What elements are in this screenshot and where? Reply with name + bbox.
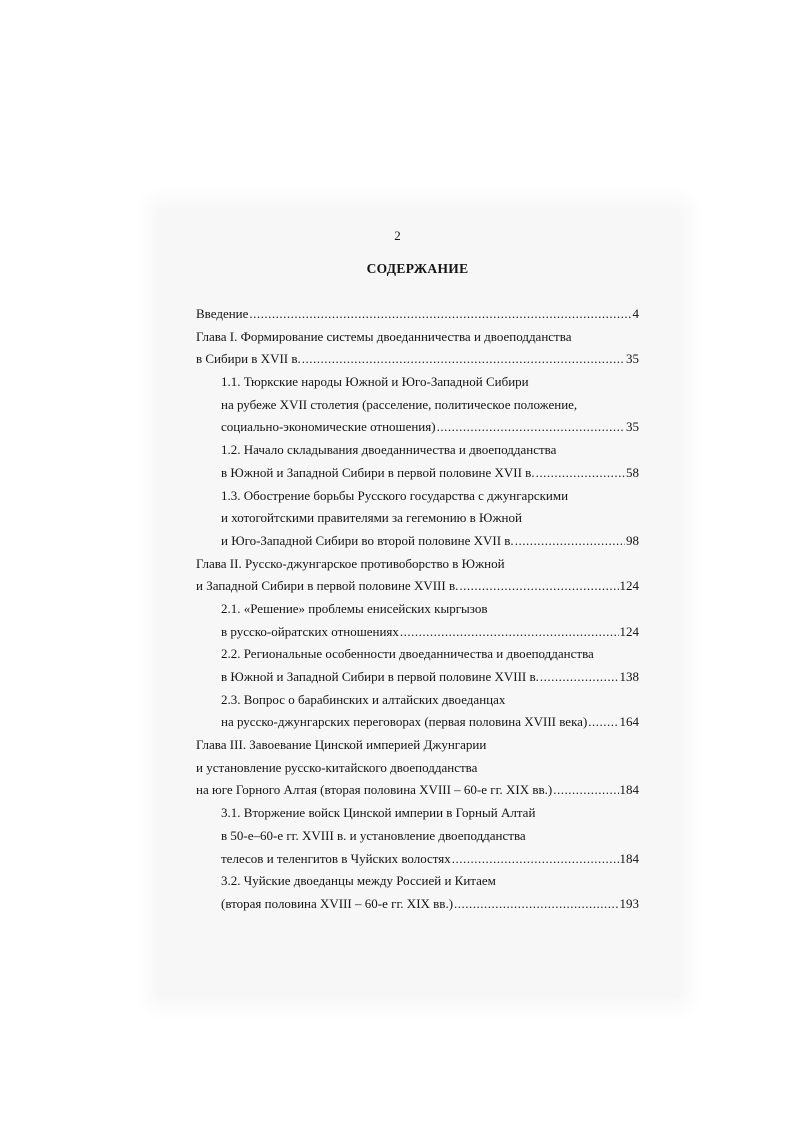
- toc-entry-text: телесов и теленгитов в Чуйских волостях: [221, 850, 451, 866]
- toc-dot-leader: [536, 462, 625, 485]
- toc-entry-final-line: [196, 462, 639, 485]
- toc-entry-line: 1.1. Тюркские народы Южной и Юго-Западной Сибири: [221, 374, 529, 390]
- toc-entry-line: и установление русско-китайского двоеподданства: [196, 759, 478, 775]
- toc-dot-leader: [553, 779, 618, 802]
- toc-page-number: 184: [619, 782, 639, 798]
- toc-section-entry: [196, 802, 639, 870]
- toc-dot-leader: [437, 416, 625, 439]
- toc-entry-line: в 50-е–60-е гг. XVIII в. и установление двоеподданства: [221, 827, 526, 843]
- toc-entry-final-line: [196, 303, 639, 326]
- toc-dot-leader: [515, 530, 625, 553]
- toc-dot-leader: [588, 711, 618, 734]
- toc-page-number: 35: [626, 419, 639, 435]
- toc-entry-text: и Юго-Западной Сибири во второй половине XVII в.: [221, 532, 514, 548]
- toc-page-number: 184: [619, 850, 639, 866]
- toc-entry-final-line: [196, 666, 639, 689]
- toc-entry-line: 2.2. Региональные особенности двоеданничества и двоеподданства: [221, 646, 594, 662]
- toc-entry-text: (вторая половина XVIII – 60-е гг. XIX вв.): [221, 895, 454, 911]
- toc-section-entry: [196, 870, 639, 915]
- toc-entry-final-line: [196, 893, 639, 916]
- toc-page-number: 35: [626, 351, 639, 367]
- page-title: СОДЕРЖАНИЕ: [366, 261, 469, 276]
- toc-entry-final-line: [196, 575, 639, 598]
- toc-page-number: 138: [619, 669, 639, 684]
- toc-chapter-entry: [196, 734, 639, 802]
- toc-page-number: 193: [619, 895, 639, 911]
- toc-section-entry: [196, 485, 639, 553]
- toc-entry-line: 2.3. Вопрос о барабинских и алтайских двоеданцах: [221, 691, 506, 707]
- toc-dot-leader: [452, 848, 619, 871]
- toc-dot-leader: [400, 621, 619, 644]
- toc-entry-text: Введение: [196, 306, 249, 321]
- toc-entry-final-line: [196, 348, 639, 371]
- table-of-contents: [196, 303, 639, 916]
- toc-entry-line: 2.1. «Решение» проблемы енисейских кыргызов: [221, 600, 488, 616]
- toc-dot-leader: [459, 575, 618, 598]
- toc-entry-line: 1.2. Начало складывания двоеданничества и двоеподданства: [221, 442, 557, 458]
- toc-entry-line: 3.1. Вторжение войск Цинской империи в Горный Алтай: [221, 805, 536, 821]
- toc-entry-text: в Сибири в XVII в.: [196, 351, 301, 367]
- toc-chapter-entry: [196, 326, 639, 371]
- toc-dot-leader: [540, 666, 619, 689]
- toc-entry-line: 3.2. Чуйские двоеданцы между Россией и Китаем: [221, 873, 496, 889]
- toc-entry-final-line: [196, 779, 639, 802]
- toc-entry-line: Глава III. Завоевание Цинской империей Джунгарии: [196, 737, 487, 753]
- toc-entry-line: на рубеже XVII столетия (расселение, политическое положение,: [221, 396, 578, 412]
- toc-page-number: 98: [626, 532, 639, 548]
- toc-entry-final-line: [196, 848, 639, 871]
- toc-entry-line: Глава I. Формирование системы двоеданничества и двоеподданства: [196, 328, 572, 344]
- toc-chapter-entry: [196, 303, 639, 326]
- toc-entry-final-line: [196, 711, 639, 734]
- toc-section-entry: [196, 439, 639, 484]
- toc-entry-text: в Южной и Западной Сибири в первой половине XVII в.: [221, 464, 535, 480]
- toc-entry-text: в Южной и Западной Сибири в первой половине XVIII в.: [221, 669, 539, 684]
- toc-dot-leader: [302, 348, 625, 371]
- toc-section-entry: [196, 689, 639, 734]
- toc-entry-text: на юге Горного Алтая (вторая половина XVIII – 60-е гг. XIX вв.): [196, 782, 553, 798]
- toc-entry-final-line: [196, 621, 639, 644]
- toc-page-number: 4: [632, 306, 639, 321]
- toc-page-number: 124: [619, 578, 639, 594]
- toc-section-entry: [196, 371, 639, 439]
- toc-entry-final-line: [196, 416, 639, 439]
- toc-entry-text: социально-экономические отношения): [221, 419, 436, 435]
- toc-page-number: 164: [619, 714, 639, 730]
- toc-dot-leader: [454, 893, 618, 916]
- toc-entry-line: Глава II. Русско-джунгарское противоборство в Южной: [196, 555, 505, 571]
- toc-entry-text: и Западной Сибири в первой половине XVIII в.: [196, 578, 459, 594]
- toc-entry-final-line: [196, 530, 639, 553]
- toc-dot-leader: [249, 303, 631, 326]
- toc-entry-text: на русско-джунгарских переговорах (первая половина XVIII века): [221, 714, 588, 730]
- toc-page-number: 58: [626, 464, 639, 480]
- page-number: 2: [394, 228, 401, 243]
- toc-entry-text: в русско-ойратских отношениях: [221, 623, 399, 639]
- toc-page-number: 124: [619, 623, 639, 639]
- toc-entry-line: 1.3. Обострение борьбы Русского государства с джунгарскими: [221, 487, 569, 503]
- toc-section-entry: [196, 598, 639, 643]
- toc-chapter-entry: [196, 553, 639, 598]
- toc-section-entry: [196, 643, 639, 688]
- toc-entry-line: и хотогойтскими правителями за гегемонию в Южной: [221, 510, 522, 526]
